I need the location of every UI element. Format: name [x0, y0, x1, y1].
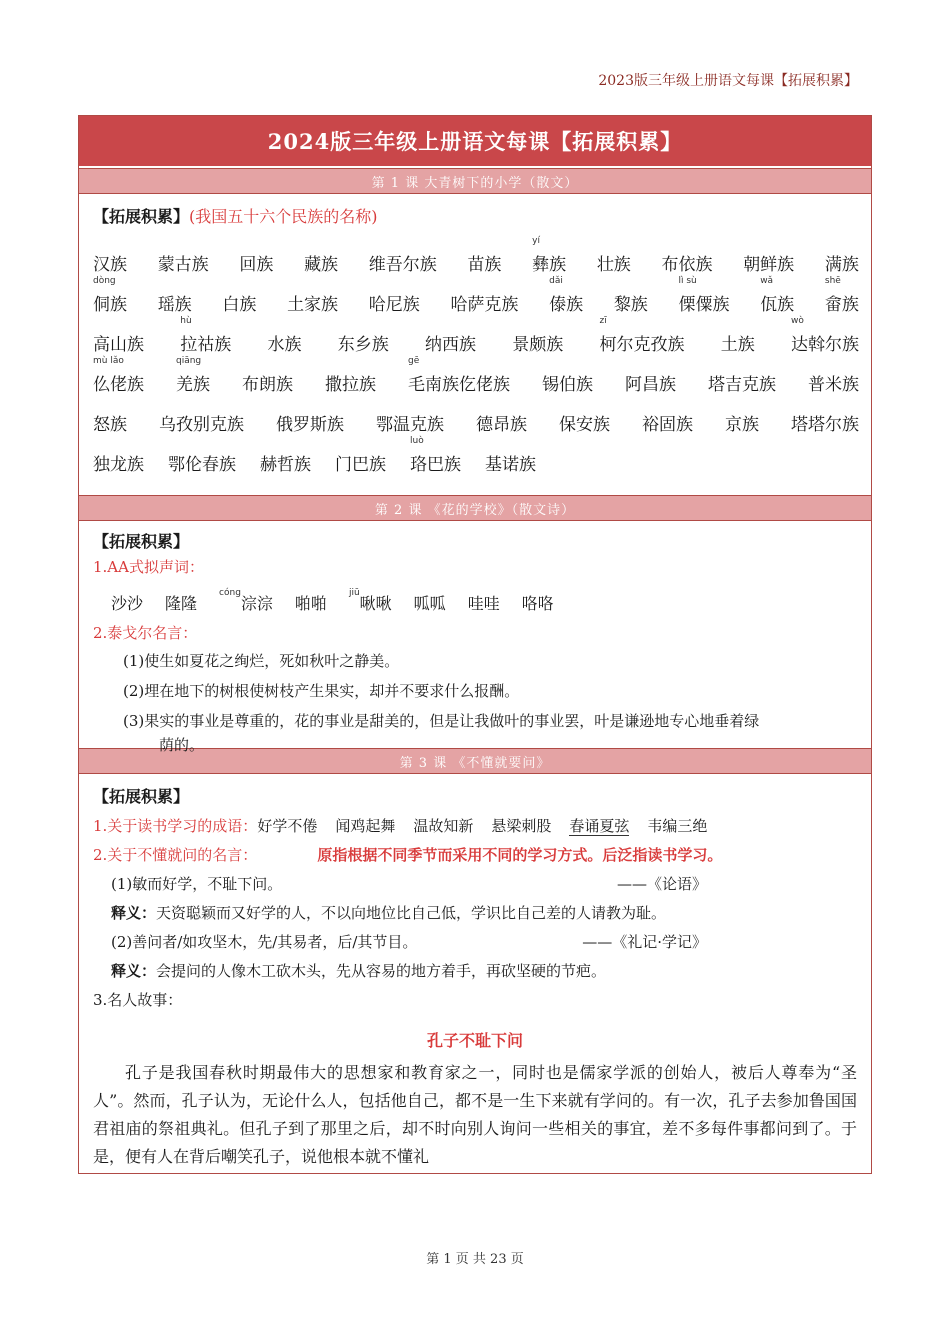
explanation-label: 释义： [111, 904, 157, 922]
ethnic-name: 满族 [824, 255, 859, 275]
ethnic-name: 门巴族 [335, 455, 386, 475]
ethnic-row [93, 235, 859, 275]
onomatopoeia-word [348, 588, 392, 614]
onomatopoeia-word [414, 591, 446, 614]
idiom: 悬梁刺股 [491, 817, 552, 835]
ethnic-group [159, 410, 244, 435]
ethnic-group [242, 370, 293, 395]
ethnic-name: 德昂族 [476, 415, 527, 435]
ethnic-group [549, 276, 584, 315]
ethnic-group [625, 370, 676, 395]
ethnic-name: 朝鲜族 [743, 255, 795, 275]
pinyin: dòng [93, 276, 116, 286]
explanation-2 [93, 960, 857, 981]
onomatopoeia-heading: 1.AA式拟声词： [93, 558, 204, 576]
ethnic-group [532, 236, 567, 275]
ethnic-name: 怒族 [93, 415, 127, 435]
pinyin: dǎi [549, 276, 563, 286]
ethnic-group [180, 316, 232, 355]
ethnic-group [408, 356, 510, 395]
ethnic-name: 傈僳族 [678, 295, 730, 315]
ethnic-name: 苗族 [467, 255, 502, 275]
ethnic-group [158, 250, 209, 275]
onomatopoeia-text: 啾啾 [359, 594, 392, 613]
tagore-heading: 2.泰戈尔名言： [93, 624, 198, 642]
ethnic-note: (我国五十六个民族的名称) [189, 207, 378, 226]
explanation-label: 释义： [111, 962, 157, 980]
ethnic-group [614, 290, 648, 315]
idiom-line [93, 815, 857, 836]
ethnic-group [176, 356, 210, 395]
quote-heading: 2.关于不懂就问的名言： [93, 846, 258, 864]
ethnic-group [597, 250, 631, 275]
ethnic-name: 侗族 [93, 295, 127, 315]
onomatopoeia-text: 哇哇 [467, 594, 500, 613]
ethnic-group [239, 250, 273, 275]
ethnic-group [725, 410, 759, 435]
ethnic-group [760, 276, 795, 315]
ethnic-group [168, 450, 236, 475]
quote-2-text: (2)善问者/如攻坚木，先/其易者，后/其节目。 [111, 933, 418, 951]
lesson-1-heading [93, 204, 859, 227]
pinyin: gē [408, 356, 420, 366]
ethnic-name: 畲族 [824, 295, 859, 315]
ethnic-group [476, 410, 527, 435]
ethnic-group [642, 410, 693, 435]
quote-1-text: (1)敏而好学，不耻下问。 [111, 875, 283, 893]
ethnic-name: 塔吉克族 [708, 375, 776, 395]
story-text: 孔子是我国春秋时期最伟大的思想家和教育家之一，同时也是儒家学派的创始人，被后人尊奉为“圣人”。然而，孔子认为，无论什么人，包括他自己，都不是一生下来就有学问的。有一次，孔子去参加鲁国国君祖庙的祭祖典礼。但孔子到了那里之后，却不时向别人询问一些相关的事宜，差不多每件事都问到了。于是，便有人在背后嘲笑孔子，说他根本就不懂礼 [93, 1063, 857, 1166]
ethnic-group [485, 450, 536, 475]
lesson-1-bar: 第 1 课 大青树下的小学（散文） [79, 168, 871, 194]
onomatopoeia-word [295, 591, 327, 614]
ethnic-name: 维吾尔族 [368, 255, 437, 275]
ethnic-name: 乌孜别克族 [159, 415, 244, 435]
ethnic-row [93, 355, 859, 395]
ethnic-name: 哈萨克族 [450, 295, 519, 315]
pinyin: zī [599, 316, 607, 326]
ethnic-name: 俄罗斯族 [276, 415, 344, 435]
lesson-1-section [79, 194, 871, 495]
ethnic-group [662, 250, 713, 275]
ethnic-name: 蒙古族 [157, 255, 209, 275]
story-heading: 3.名人故事： [93, 991, 183, 1009]
ethnic-name: 土家族 [287, 295, 339, 315]
ethnic-name: 纳西族 [425, 335, 476, 355]
ethnic-group [287, 290, 338, 315]
ethnic-name: 京族 [725, 415, 759, 435]
ethnic-group [93, 450, 144, 475]
ethnic-name: 达斡尔族 [791, 335, 859, 355]
ethnic-name: 东乡族 [337, 335, 389, 355]
pinyin: wò [791, 316, 804, 326]
ethnic-group [791, 410, 859, 435]
page-title: 2024版三年级上册语文每课【拓展积累】 [79, 116, 871, 168]
ethnic-group [450, 290, 518, 315]
onomatopoeia-text: 咯咯 [521, 594, 554, 613]
ethnic-name: 拉祜族 [180, 335, 232, 355]
ethnic-group [721, 330, 755, 355]
pinyin: luò [410, 436, 424, 446]
tagore-quote-2: (2)埋在地下的树根使树枝产生果实，却并不要求什么报酬。 [123, 682, 520, 700]
onomatopoeia-text: 淙淙 [240, 594, 273, 613]
onomatopoeia-text: 隆隆 [165, 594, 198, 613]
ethnic-group [542, 370, 593, 395]
ethnic-group [93, 250, 127, 275]
onomatopoeia-list [93, 588, 857, 614]
lesson-2-bar: 第 2 课 《花的学校》（散文诗） [79, 495, 871, 521]
ethnic-name: 独龙族 [93, 455, 144, 475]
ethnic-name: 土族 [720, 335, 755, 355]
ethnic-name: 锡伯族 [542, 375, 593, 395]
idiom: 好学不倦 [257, 817, 318, 835]
idiom: 闻鸡起舞 [335, 817, 396, 835]
ethnic-group [512, 330, 563, 355]
pinyin: jiū [348, 588, 360, 598]
quote-2 [93, 931, 857, 952]
quote-2-source: ——《礼记·学记》 [582, 933, 707, 951]
idiom-heading: 1.关于读书学习的成语： [93, 817, 258, 835]
onomatopoeia-text: 沙沙 [111, 594, 144, 613]
ethnic-group [808, 370, 859, 395]
ethnic-group [158, 290, 192, 315]
ethnic-row [93, 275, 859, 315]
quote-1 [93, 873, 857, 894]
ethnic-name: 仫佬族 [93, 375, 144, 395]
ethnic-group [369, 290, 420, 315]
tagore-quote-3-line1: (3)果实的事业是尊重的，花的事业是甜美的，但是让我做叶的事业罢，叶是谦逊地专心地垂着绿 [123, 712, 760, 730]
ethnic-name: 羌族 [176, 375, 210, 395]
lesson-3-bar: 第 3 课 《不懂就要问》 [79, 748, 871, 774]
ethnic-group [410, 436, 461, 475]
idiom: 春诵夏弦 [569, 817, 630, 835]
pinyin: qiāng [176, 356, 202, 366]
expand-tag: 【拓展积累】 [93, 787, 190, 806]
pinyin: wǎ [760, 276, 774, 286]
idiom-annotation: 原指根据不同季节而采用不同的学习方式。后泛指读书学习。 [317, 846, 723, 864]
pinyin: shē [824, 276, 841, 286]
ethnic-group [260, 450, 311, 475]
lesson-2-section [79, 521, 871, 754]
tagore-quote-1: (1)使生如夏花之绚烂，死如秋叶之静美。 [123, 652, 400, 670]
ethnic-name: 柯尔克孜族 [599, 335, 685, 355]
ethnic-row [93, 315, 859, 355]
ethnic-group [93, 356, 144, 395]
ethnic-group [425, 330, 476, 355]
pinyin: hù [180, 316, 192, 326]
ethnic-group [791, 316, 859, 355]
idiom: 温故知新 [413, 817, 474, 835]
pinyin: lì sù [678, 276, 697, 286]
ethnic-name: 阿昌族 [625, 375, 676, 395]
ethnic-group [222, 290, 256, 315]
pinyin: cóng [219, 588, 241, 598]
ethnic-name: 哈尼族 [368, 295, 420, 315]
lesson-3-section [79, 774, 871, 1171]
ethnic-name: 赫哲族 [260, 455, 311, 475]
ethnic-group-list [93, 235, 859, 475]
content-table [78, 115, 872, 1174]
onomatopoeia-text: 呱呱 [413, 594, 446, 613]
ethnic-group [276, 410, 344, 435]
ethnic-group [825, 250, 859, 275]
ethnic-group [599, 316, 685, 355]
ethnic-name: 基诺族 [485, 455, 536, 475]
ethnic-name: 壮族 [596, 255, 631, 275]
ethnic-name: 水族 [267, 335, 302, 355]
ethnic-name: 景颇族 [512, 335, 564, 355]
ethnic-name: 鄂伦春族 [168, 455, 236, 475]
ethnic-name: 保安族 [559, 415, 610, 435]
ethnic-group [338, 330, 389, 355]
ethnic-group [304, 250, 338, 275]
ethnic-name: 珞巴族 [410, 455, 461, 475]
ethnic-name: 撒拉族 [325, 375, 376, 395]
ethnic-group [678, 276, 730, 315]
ethnic-group [559, 410, 610, 435]
pinyin: yí [532, 236, 540, 246]
ethnic-name: 彝族 [532, 255, 567, 275]
ethnic-group [369, 250, 437, 275]
ethnic-name: 白族 [222, 295, 257, 315]
quote-1-source: ——《论语》 [616, 875, 707, 893]
ethnic-name: 佤族 [760, 295, 795, 315]
running-header: 2023版三年级上册语文每课【拓展积累】 [598, 73, 858, 89]
ethnic-name: 傣族 [549, 295, 584, 315]
ethnic-group [93, 410, 127, 435]
ethnic-name: 黎族 [613, 295, 648, 315]
ethnic-group [93, 330, 144, 355]
ethnic-name: 塔塔尔族 [791, 415, 859, 435]
onomatopoeia-text: 啪啪 [294, 594, 327, 613]
explanation-2-text: 会提问的人像木工砍木头，先从容易的地方着手，再砍坚硬的节疤。 [156, 962, 607, 980]
explanation-1-text: 天资聪颖而又好学的人，不以向地位比自己低，学识比自己差的人请教为耻。 [156, 904, 667, 922]
ethnic-group [467, 250, 501, 275]
ethnic-name: 毛南族仡佬族 [408, 375, 510, 395]
ethnic-group [376, 410, 444, 435]
pinyin: mù lǎo [93, 356, 124, 366]
onomatopoeia-word [219, 588, 273, 614]
ethnic-group [743, 250, 794, 275]
onomatopoeia-word [468, 591, 500, 614]
ethnic-group [708, 370, 776, 395]
story-title: 孔子不耻下问 [426, 1031, 523, 1050]
onomatopoeia-word [111, 591, 143, 614]
ethnic-name: 高山族 [93, 335, 144, 355]
ethnic-name: 藏族 [304, 255, 339, 275]
page-footer: 第 1 页 共 23 页 [426, 1252, 524, 1267]
ethnic-name: 鄂温克族 [376, 415, 444, 435]
onomatopoeia-word [522, 591, 554, 614]
ethnic-name: 回族 [239, 255, 274, 275]
ethnic-group [93, 276, 127, 315]
ethnic-name: 裕固族 [642, 415, 693, 435]
explanation-1 [93, 902, 857, 923]
expand-tag: 【拓展积累】 [93, 532, 190, 551]
ethnic-name: 布依族 [661, 255, 713, 275]
expand-tag: 【拓展积累】 [93, 207, 190, 226]
ethnic-row [93, 435, 859, 475]
tagore-quote-3-line2: 荫的。 [159, 736, 205, 754]
ethnic-name: 普米族 [808, 375, 859, 395]
onomatopoeia-word [165, 591, 197, 614]
ethnic-group [335, 450, 386, 475]
tagore-quote-3 [93, 709, 857, 757]
quote-heading-line [93, 844, 857, 865]
ethnic-row [93, 395, 859, 435]
ethnic-group [268, 330, 302, 355]
ethnic-name: 瑶族 [157, 295, 192, 315]
ethnic-name: 布朗族 [242, 375, 293, 395]
ethnic-name: 汉族 [93, 255, 127, 275]
ethnic-group [824, 276, 859, 315]
idiom: 韦编三绝 [647, 817, 708, 835]
ethnic-group [325, 370, 376, 395]
